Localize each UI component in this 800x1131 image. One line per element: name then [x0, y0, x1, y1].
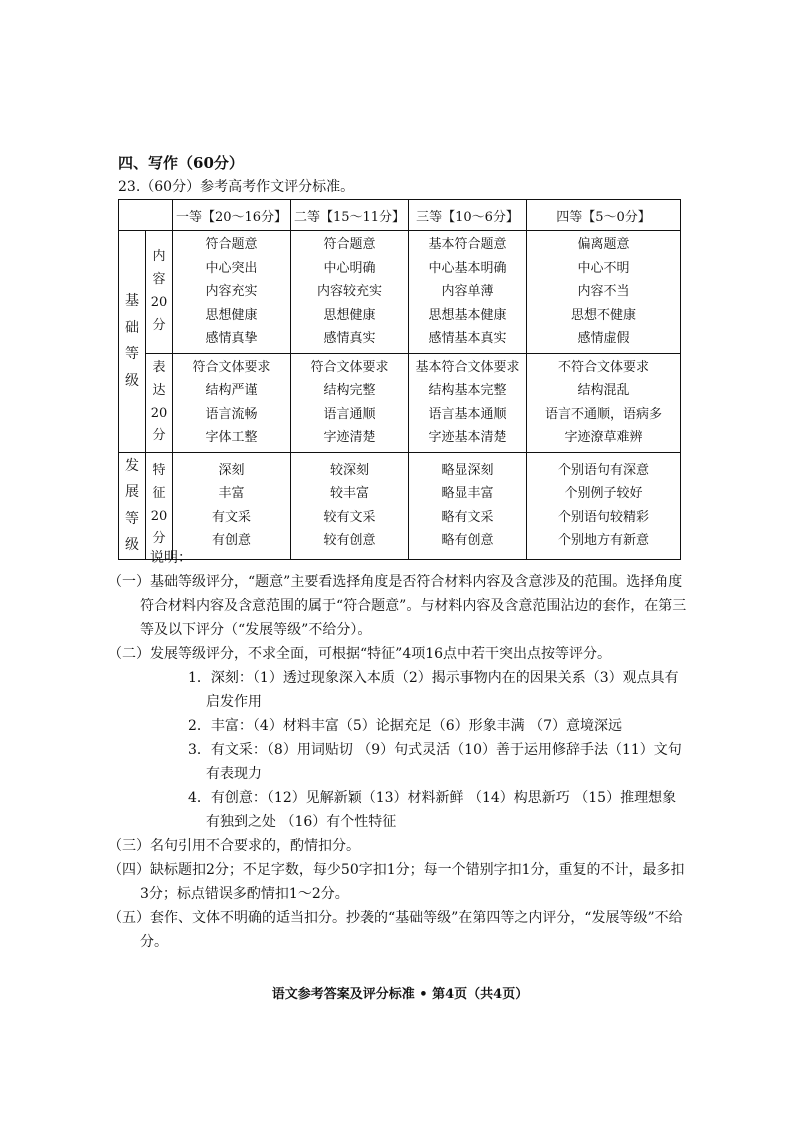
- subcategory-expression: [146, 353, 173, 452]
- subcategory-char: 20: [150, 508, 168, 524]
- category-basic-level: [119, 231, 146, 453]
- note-subitem-4: 4．有创意：（12）见解新颖（13）材料新鲜 （14）构思新巧 （15）推理想象有独到之处 （16）有个性特征: [188, 790, 677, 830]
- note-item-4: （四）缺标题扣2分；不足字数，每少50字扣1分；每一个错别字扣1分，重复的不计，最多扣3分；标点错误多酌情扣1～2分。: [108, 862, 685, 902]
- criterion-text: 个别语句有深意: [557, 462, 649, 478]
- note-subitem-3: 3．有文采：（8）用词贴切 （9）句式灵活（10）善于运用修辞手法（11）文句有表现力: [188, 742, 682, 782]
- cell-expression-grade-3: [409, 353, 527, 452]
- criterion-text: 中心基本明确: [428, 260, 507, 276]
- category-char: 等: [125, 346, 139, 363]
- table-row-expression: [119, 353, 681, 452]
- cell-content-grade-3: [409, 231, 527, 354]
- criterion-text: 内容充实: [205, 284, 258, 299]
- criterion-text: 略显丰富: [441, 486, 494, 502]
- subcategory-char: 分: [152, 317, 166, 333]
- subcategory-char: 特: [152, 463, 166, 479]
- criterion-text: 基本符合文体要求: [415, 359, 520, 375]
- criterion-text: 不符合文体要求: [557, 359, 649, 375]
- criterion-text: 较有文采: [323, 509, 376, 525]
- criterion-text: 偏离题意: [577, 237, 630, 252]
- cell-content-grade-4: [527, 231, 681, 354]
- criterion-text: 字体工整: [205, 430, 258, 445]
- note-item-1: （一）基础等级评分，“题意”主要看选择角度是否符合材料内容及含意涉及的范围。选择角度符合材料内容及含意范围的属于“符合题意”。与材料内容及含意范围沾边的套作，在第三等及以下评分（“发展等级”不给分）。: [108, 574, 687, 638]
- subcategory-features: [146, 452, 173, 559]
- subcategory-char: 内: [152, 249, 166, 265]
- criterion-text: 结构严谨: [205, 383, 258, 398]
- criterion-text: 中心突出: [205, 260, 258, 276]
- criterion-text: 符合题意: [323, 237, 376, 252]
- criterion-text: 内容较充实: [316, 284, 382, 299]
- criterion-text: 结构完整: [323, 383, 376, 398]
- scoring-rubric-table: [118, 199, 681, 560]
- header-grade-4: 四等【5～0分】: [527, 200, 681, 231]
- criterion-text: 字迹基本清楚: [428, 430, 507, 445]
- criterion-text: 语言流畅: [205, 406, 258, 422]
- category-char: 础: [125, 319, 139, 336]
- section-title: 四、写作（60分）: [118, 154, 244, 172]
- note-subitem-2: 2．丰富：（4）材料丰富（5）论据充足（6）形象丰满 （7）意境深远: [188, 718, 622, 734]
- criterion-text: 感情虚假: [577, 331, 630, 346]
- criterion-text: 语言不通顺，语病多: [544, 406, 662, 422]
- criterion-text: 有创意: [211, 533, 251, 549]
- criterion-text: 符合文体要求: [192, 359, 271, 375]
- cell-features-grade-4: [527, 452, 681, 559]
- criterion-text: 内容单薄: [441, 284, 494, 299]
- criterion-text: 语言基本通顺: [428, 406, 507, 422]
- question-title: 23.（60分）参考高考作文评分标准。: [118, 179, 355, 195]
- criterion-text: 丰富: [218, 486, 245, 502]
- criterion-text: 较丰富: [329, 486, 369, 502]
- criterion-text: 个别语句较精彩: [557, 509, 649, 525]
- table-row-content: [119, 231, 681, 354]
- criterion-text: 感情真实: [323, 331, 376, 346]
- criterion-text: 符合题意: [205, 237, 258, 252]
- note-item-2: （二）发展等级评分，不求全面，可根据“特征”4项16点中若干突出点按等评分。: [108, 646, 612, 662]
- category-char: 级: [125, 372, 139, 389]
- criterion-text: 略有创意: [441, 533, 494, 549]
- criterion-text: 字迹清楚: [323, 430, 376, 445]
- table-header-row: [119, 200, 681, 231]
- subcategory-content: [146, 231, 173, 354]
- table-row-features: [119, 452, 681, 559]
- category-char: 级: [125, 537, 139, 554]
- criterion-text: 略有文采: [441, 509, 494, 525]
- header-grade-2: 二等【15～11分】: [291, 200, 409, 231]
- criterion-text: 符合文体要求: [310, 359, 389, 375]
- criterion-text: 思想健康: [323, 307, 376, 323]
- subcategory-char: 容: [152, 272, 166, 287]
- criterion-text: 个别例子较好: [564, 486, 643, 502]
- note-item-3: （三）名句引用不合要求的，酌情扣分。: [108, 838, 360, 854]
- criterion-text: 结构混乱: [577, 383, 630, 398]
- subcategory-char: 分: [152, 428, 166, 444]
- criterion-text: 结构基本完整: [428, 383, 507, 398]
- header-grade-1: 一等【20～16分】: [173, 200, 291, 231]
- criterion-text: 字迹潦草难辨: [564, 430, 643, 445]
- cell-features-grade-3: [409, 452, 527, 559]
- subcategory-char: 20: [150, 405, 168, 421]
- criterion-text: 中心明确: [323, 260, 376, 276]
- criterion-text: 中心不明: [577, 260, 630, 276]
- category-development-level: [119, 452, 146, 559]
- category-char: 基: [125, 293, 139, 310]
- criterion-text: 较深刻: [329, 462, 369, 478]
- cell-content-grade-2: [291, 231, 409, 354]
- criterion-text: 个别地方有新意: [557, 533, 649, 549]
- criterion-text: 较有创意: [323, 533, 376, 549]
- criterion-text: 思想基本健康: [428, 307, 507, 323]
- subcategory-char: 分: [152, 531, 166, 547]
- note-subitem-1: 1．深刻：（1）透过现象深入本质（2）揭示事物内在的因果关系（3）观点具有启发作用: [188, 670, 679, 710]
- cell-expression-grade-1: [173, 353, 291, 452]
- criterion-text: 内容不当: [577, 284, 630, 299]
- criterion-text: 略显深刻: [441, 462, 494, 478]
- subcategory-char: 20: [150, 294, 168, 310]
- note-item-5: （五）套作、文体不明确的适当扣分。抄袭的“基础等级”在第四等之内评分，“发展等级”不给分。: [108, 910, 683, 950]
- criterion-text: 语言通顺: [323, 406, 376, 422]
- notes-heading: 说明：: [150, 550, 192, 566]
- category-char: 发: [125, 457, 139, 474]
- notes-section: [108, 546, 688, 954]
- category-char: 展: [125, 484, 139, 501]
- criterion-text: 有文采: [211, 509, 251, 525]
- cell-features-grade-1: [173, 452, 291, 559]
- criterion-text: 思想健康: [205, 307, 258, 323]
- criterion-text: 深刻: [218, 462, 245, 478]
- page-footer: 语文参考答案及评分标准 • 第4页（共4页）: [271, 987, 529, 1002]
- cell-features-grade-2: [291, 452, 409, 559]
- cell-content-grade-1: [173, 231, 291, 354]
- criterion-text: 基本符合题意: [428, 237, 507, 252]
- subcategory-char: 达: [152, 382, 166, 398]
- subcategory-char: 表: [152, 360, 166, 375]
- cell-expression-grade-4: [527, 353, 681, 452]
- criterion-text: 思想不健康: [570, 307, 636, 323]
- header-grade-3: 三等【10～6分】: [409, 200, 527, 231]
- criterion-text: 感情真挚: [205, 331, 258, 346]
- subcategory-char: 征: [152, 485, 166, 501]
- category-char: 等: [125, 510, 139, 527]
- criterion-text: 感情基本真实: [428, 331, 507, 346]
- header-blank-cell: [119, 200, 173, 231]
- cell-expression-grade-2: [291, 353, 409, 452]
